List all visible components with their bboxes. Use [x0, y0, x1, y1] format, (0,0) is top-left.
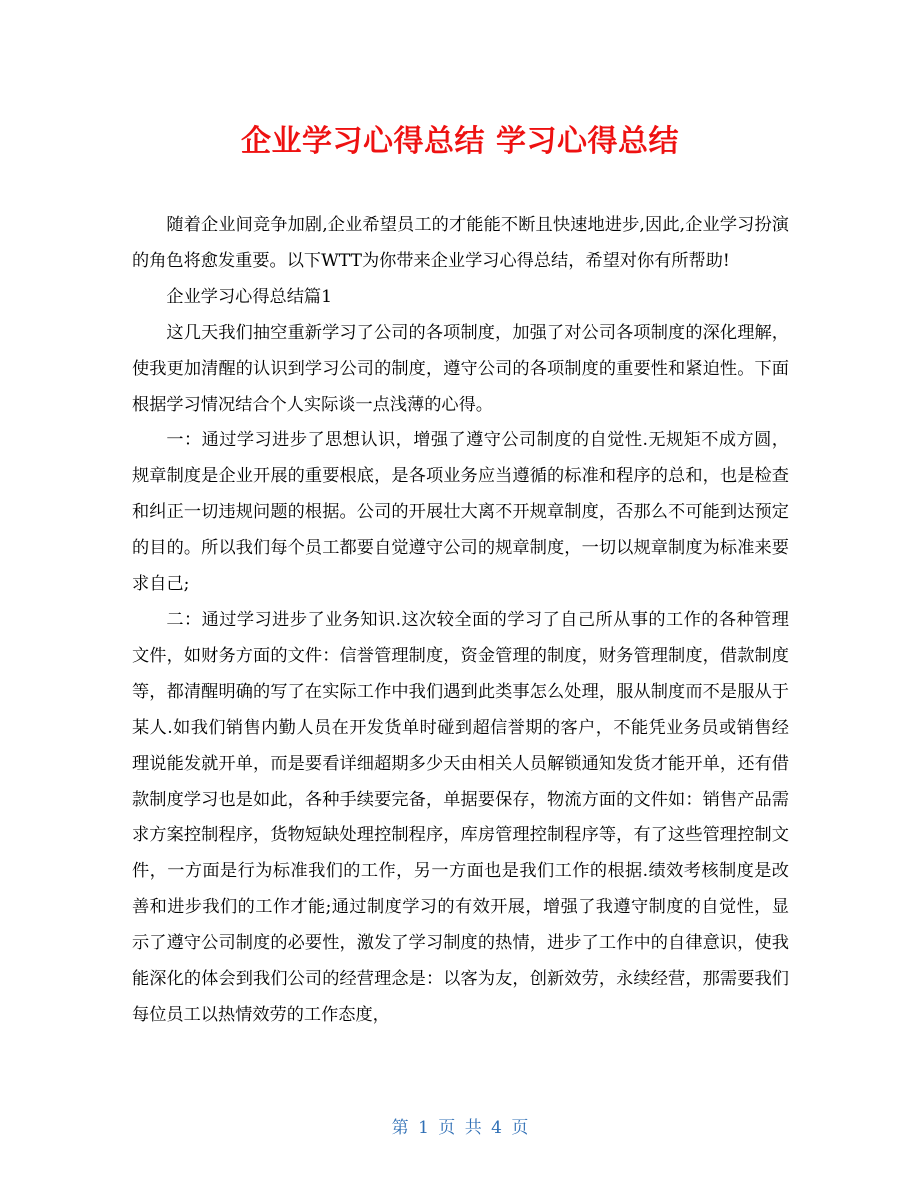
body-paragraph: 二：通过学习进步了业务知识.这次较全面的学习了自己所从事的工作的各种管理文件，如财务方面的文件：信誉管理制度，资金管理的制度，财务管理制度，借款制度等，都清醒明确的写了在实际工作中我们遇到此类事怎么处理，服从制度而不是服从于某人.如我们销售内勤人员在开发货单时碰到超信誉期的客户，不能凭业务员或销售经理说能发就开单，而是要看详细超期多少天由相关人员解锁通知发货才能开单，还有借款制度学习也是如此，各种手续要完备，单据要保存，物流方面的文件如：销售产品需求方案控制程序，货物短缺处理控制程序，库房管理控制程序等，有了这些管理控制文件，一方面是行为标准我们的工作，另一方面也是我们工作的根据.绩效考核制度是改善和进步我们的工作才能;通过制度学习的有效开展，增强了我遵守制度的自觉性，显示了遵守公司制度的必要性，激发了学习制度的热情，进步了工作中的自律意识，使我能深化的体会到我们公司的经营理念是：以客为友，创新效劳，永续经营，那需要我们每位员工以热情效劳的工作态度， [132, 609, 789, 1025]
footer-total-pages: 4 [491, 1118, 502, 1138]
document-body [132, 208, 789, 1034]
body-paragraph: 这几天我们抽空重新学习了公司的各项制度，加强了对公司各项制度的深化理解，使我更加清醒的认识到学习公司的制度，遵守公司的各项制度的重要性和紧迫性。下面根据学习情况结合个人实际谈一点浅薄的心得。 [132, 322, 789, 415]
page-footer [0, 1113, 920, 1138]
section-heading: 企业学习心得总结篇1 [166, 286, 333, 307]
page-title: 企业学习心得总结 学习心得总结 [241, 124, 679, 159]
footer-page-word: 页 [438, 1118, 456, 1138]
footer-suffix: 页 [511, 1118, 529, 1138]
footer-total-word: 共 [464, 1118, 482, 1138]
footer-current-page: 1 [418, 1118, 429, 1138]
intro-paragraph: 随着企业间竞争加剧,企业希望员工的才能能不断且快速地进步,因此,企业学习扮演的角色将愈发重要。以下WTT为你带来企业学习心得总结，希望对你有所帮助! [132, 215, 789, 271]
footer-prefix: 第 [391, 1118, 409, 1138]
body-paragraph: 一：通过学习进步了思想认识，增强了遵守公司制度的自觉性.无规矩不成方圆，规章制度是企业开展的重要根底，是各项业务应当遵循的标准和程序的总和，也是检查和纠正一切违规问题的根据。公司的开展壮大离不开规章制度，否那么不可能到达预定的目的。所以我们每个员工都要自觉遵守公司的规章制度，一切以规章制度为标准来要求自己; [132, 430, 789, 595]
